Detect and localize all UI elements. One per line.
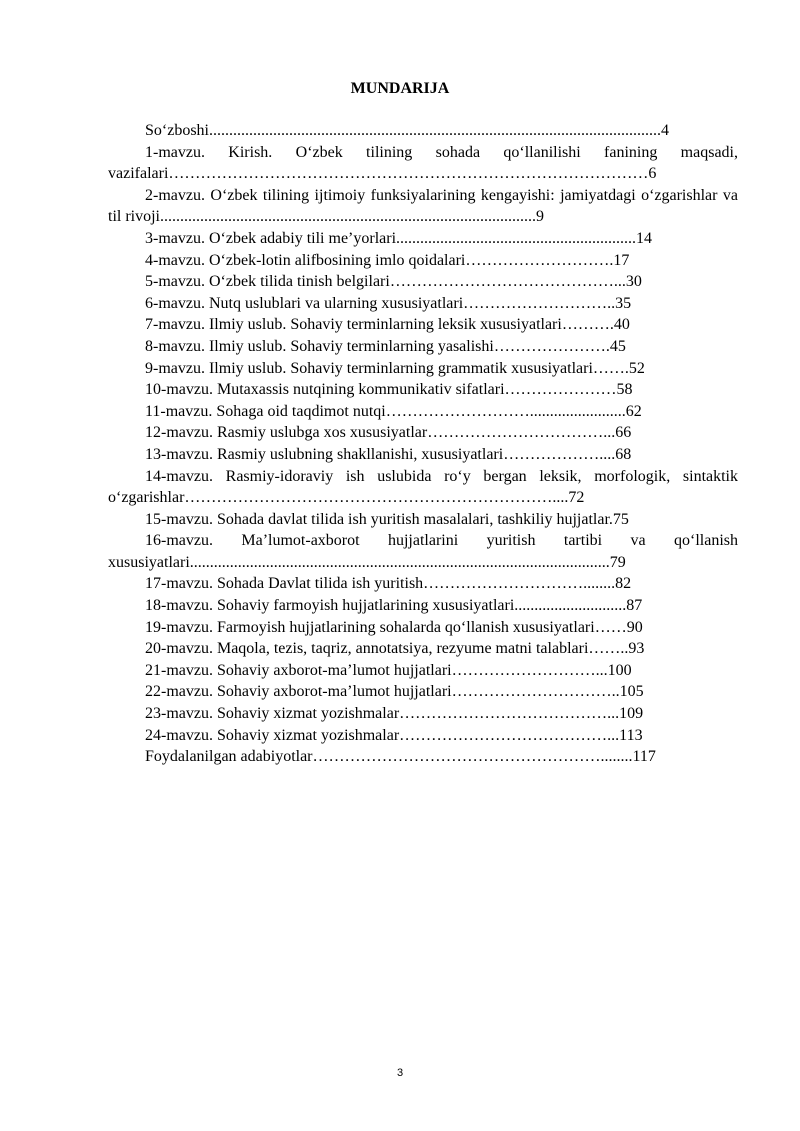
toc-entry: 6-mavzu. Nutq uslublari va ularning xususiyatlari………………………..35 <box>145 294 632 312</box>
toc-entry: 5-mavzu. O‘zbek tilida tinish belgilari……………………………………...30 <box>145 273 642 291</box>
toc-entry: 9-mavzu. Ilmiy uslub. Sohaviy terminlarning grammatik xususiyatlari…….52 <box>145 359 645 377</box>
toc-entry: 11-mavzu. Sohaga oid taqdimot nutqi………………………........................62 <box>145 402 642 420</box>
toc-entry: 12-mavzu. Rasmiy uslubga xos xususiyatlar……………………………...66 <box>145 424 632 442</box>
toc-entry: 10-mavzu. Mutaxassis nutqining kommunikativ sifatlari…………………58 <box>145 381 633 399</box>
toc-entry: 14-mavzu. Rasmiy-idoraviy ish uslubida ro‘y bergan leksik, morfologik, sintaktik o‘zgarishlar……………………………………………………………....72 <box>108 467 738 507</box>
toc-entry: So‘zboshi.................................................................................................................4 <box>145 122 669 139</box>
toc-entry: 24-mavzu. Sohaviy xizmat yozishmalar…………………………………...113 <box>145 726 643 744</box>
toc-entry: 15-mavzu. Sohada davlat tilida ish yuritish masalalari, tashkiliy hujjatlar.75 <box>145 510 629 528</box>
toc-entry: 17-mavzu. Sohada Davlat tilida ish yuritish…………………………........82 <box>145 575 632 593</box>
toc-entry: 3-mavzu. O‘zbek adabiy tili me’yorlari............................................................14 <box>145 229 653 247</box>
toc-entry: 23-mavzu. Sohaviy xizmat yozishmalar…………………………………...109 <box>145 705 644 723</box>
toc-entry: Foydalanilgan adabiyotlar………………………………………………........117 <box>145 748 656 766</box>
table-of-contents <box>108 120 738 768</box>
page-number: 3 <box>396 1067 404 1079</box>
toc-entry: 22-mavzu. Sohaviy axborot-ma’lumot hujjatlari…………………………..105 <box>145 683 644 701</box>
toc-entry: 19-mavzu. Farmoyish hujjatlarining sohalarda qo‘llanish xususiyatlari……90 <box>145 618 643 636</box>
toc-entry: 1-mavzu. Kirish. O‘zbek tilining sohada qo‘llanilishi fanining maqsadi, vazifalari………………………………………………………………………………6 <box>108 143 738 183</box>
toc-entry: 20-mavzu. Maqola, tezis, taqriz, annotatsiya, rezyume matni talablari……..93 <box>145 640 645 658</box>
toc-entry: 16-mavzu. Ma’lumot-axborot hujjatlarini yuritish tartibi va qo‘llanish xususiyatlari.........................................................................................................79 <box>108 532 738 571</box>
page-title: MUNDARIJA <box>350 80 450 97</box>
toc-entry: 7-mavzu. Ilmiy uslub. Sohaviy terminlarning leksik xususiyatlari……….40 <box>145 316 630 334</box>
toc-entry: 4-mavzu. O‘zbek-lotin alifbosining imlo qoidalari……………………….17 <box>145 251 630 269</box>
toc-entry: 13-mavzu. Rasmiy uslubning shakllanishi, xususiyatlari………………....68 <box>145 445 632 463</box>
toc-entry: 2-mavzu. O‘zbek tilining ijtimoiy funksiyalarining kengayishi: jamiyatdagi o‘zgarishlar va til rivoji..............................................................................................9 <box>108 186 738 226</box>
toc-entry: 18-mavzu. Sohaviy farmoyish hujjatlarining xususiyatlari............................87 <box>145 597 643 615</box>
toc-entry: 8-mavzu. Ilmiy uslub. Sohaviy terminlarning yasalishi………………….45 <box>145 337 626 355</box>
toc-entry: 21-mavzu. Sohaviy axborot-ma’lumot hujjatlari………………………...100 <box>145 661 632 679</box>
